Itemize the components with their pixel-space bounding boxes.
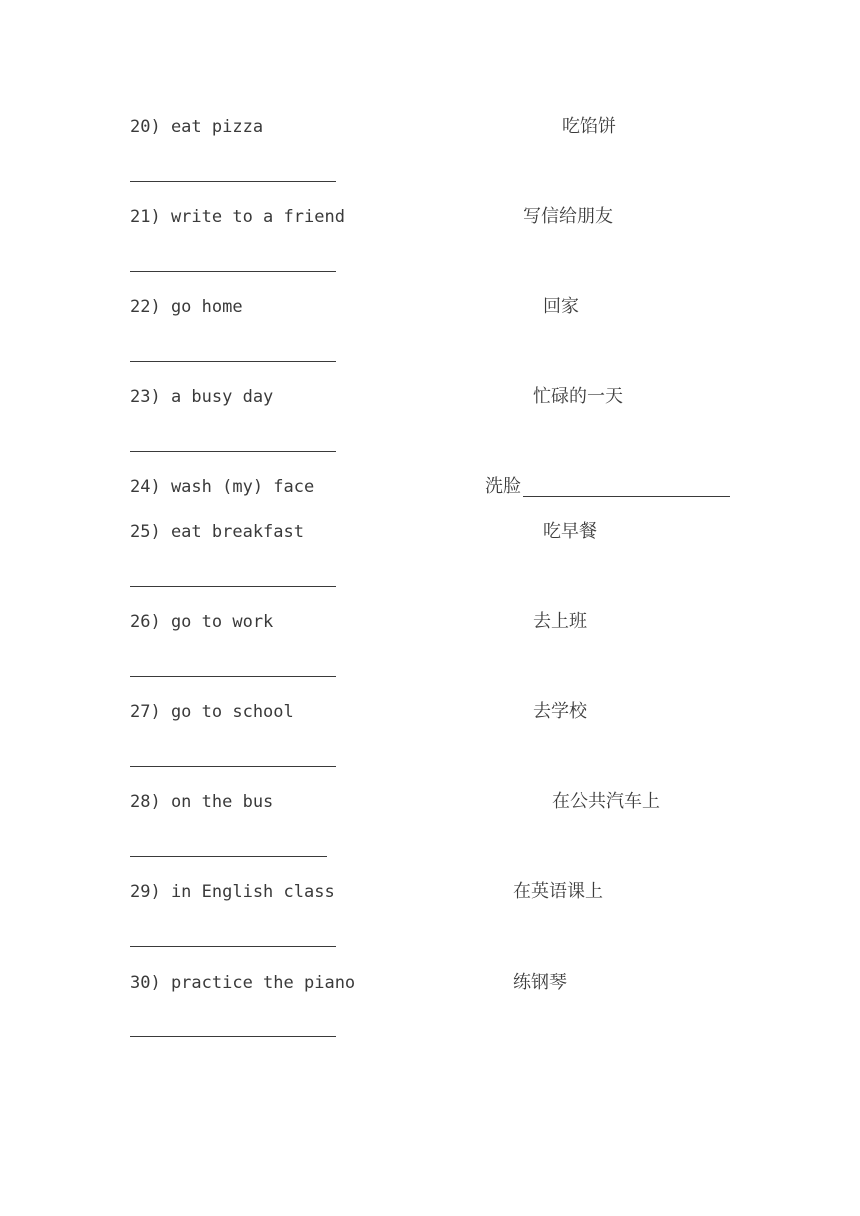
item-23-answer-blank[interactable]: [130, 451, 336, 452]
item-28-chinese: 在公共汽车上: [552, 791, 660, 812]
item-26-chinese: 去上班: [533, 611, 587, 632]
item-24-english: 24) wash (my) face: [130, 477, 315, 497]
item-20-english: 20) eat pizza: [130, 117, 264, 137]
item-26-answer-blank[interactable]: [130, 676, 336, 677]
item-25-answer-blank[interactable]: [130, 586, 336, 587]
item-28-answer-blank[interactable]: [130, 856, 327, 857]
item-29-answer-blank[interactable]: [130, 946, 336, 947]
item-30-english: 30) practice the piano: [130, 973, 356, 993]
item-26-english: 26) go to work: [130, 612, 274, 632]
item-20-answer-blank[interactable]: [130, 181, 336, 182]
item-21-english: 21) write to a friend: [130, 207, 345, 227]
item-22-answer-blank[interactable]: [130, 361, 336, 362]
item-25-chinese: 吃早餐: [543, 521, 597, 542]
item-20-chinese: 吃馅饼: [562, 116, 616, 137]
item-23-english: 23) a busy day: [130, 387, 274, 407]
item-27-chinese: 去学校: [533, 701, 587, 722]
item-27-answer-blank[interactable]: [130, 766, 336, 767]
item-21-answer-blank[interactable]: [130, 271, 336, 272]
item-29-english: 29) in English class: [130, 882, 335, 902]
item-28-english: 28) on the bus: [130, 792, 274, 812]
item-25-english: 25) eat breakfast: [130, 522, 304, 542]
item-30-chinese: 练钢琴: [513, 972, 567, 993]
item-24-answer-blank[interactable]: [523, 496, 730, 497]
item-23-chinese: 忙碌的一天: [533, 386, 623, 407]
item-30-answer-blank[interactable]: [130, 1036, 336, 1037]
item-29-chinese: 在英语课上: [513, 881, 603, 902]
item-21-chinese: 写信给朋友: [523, 206, 613, 227]
item-22-english: 22) go home: [130, 297, 243, 317]
item-22-chinese: 回家: [543, 296, 579, 317]
item-27-english: 27) go to school: [130, 702, 294, 722]
item-24-chinese: 洗脸: [485, 476, 521, 497]
